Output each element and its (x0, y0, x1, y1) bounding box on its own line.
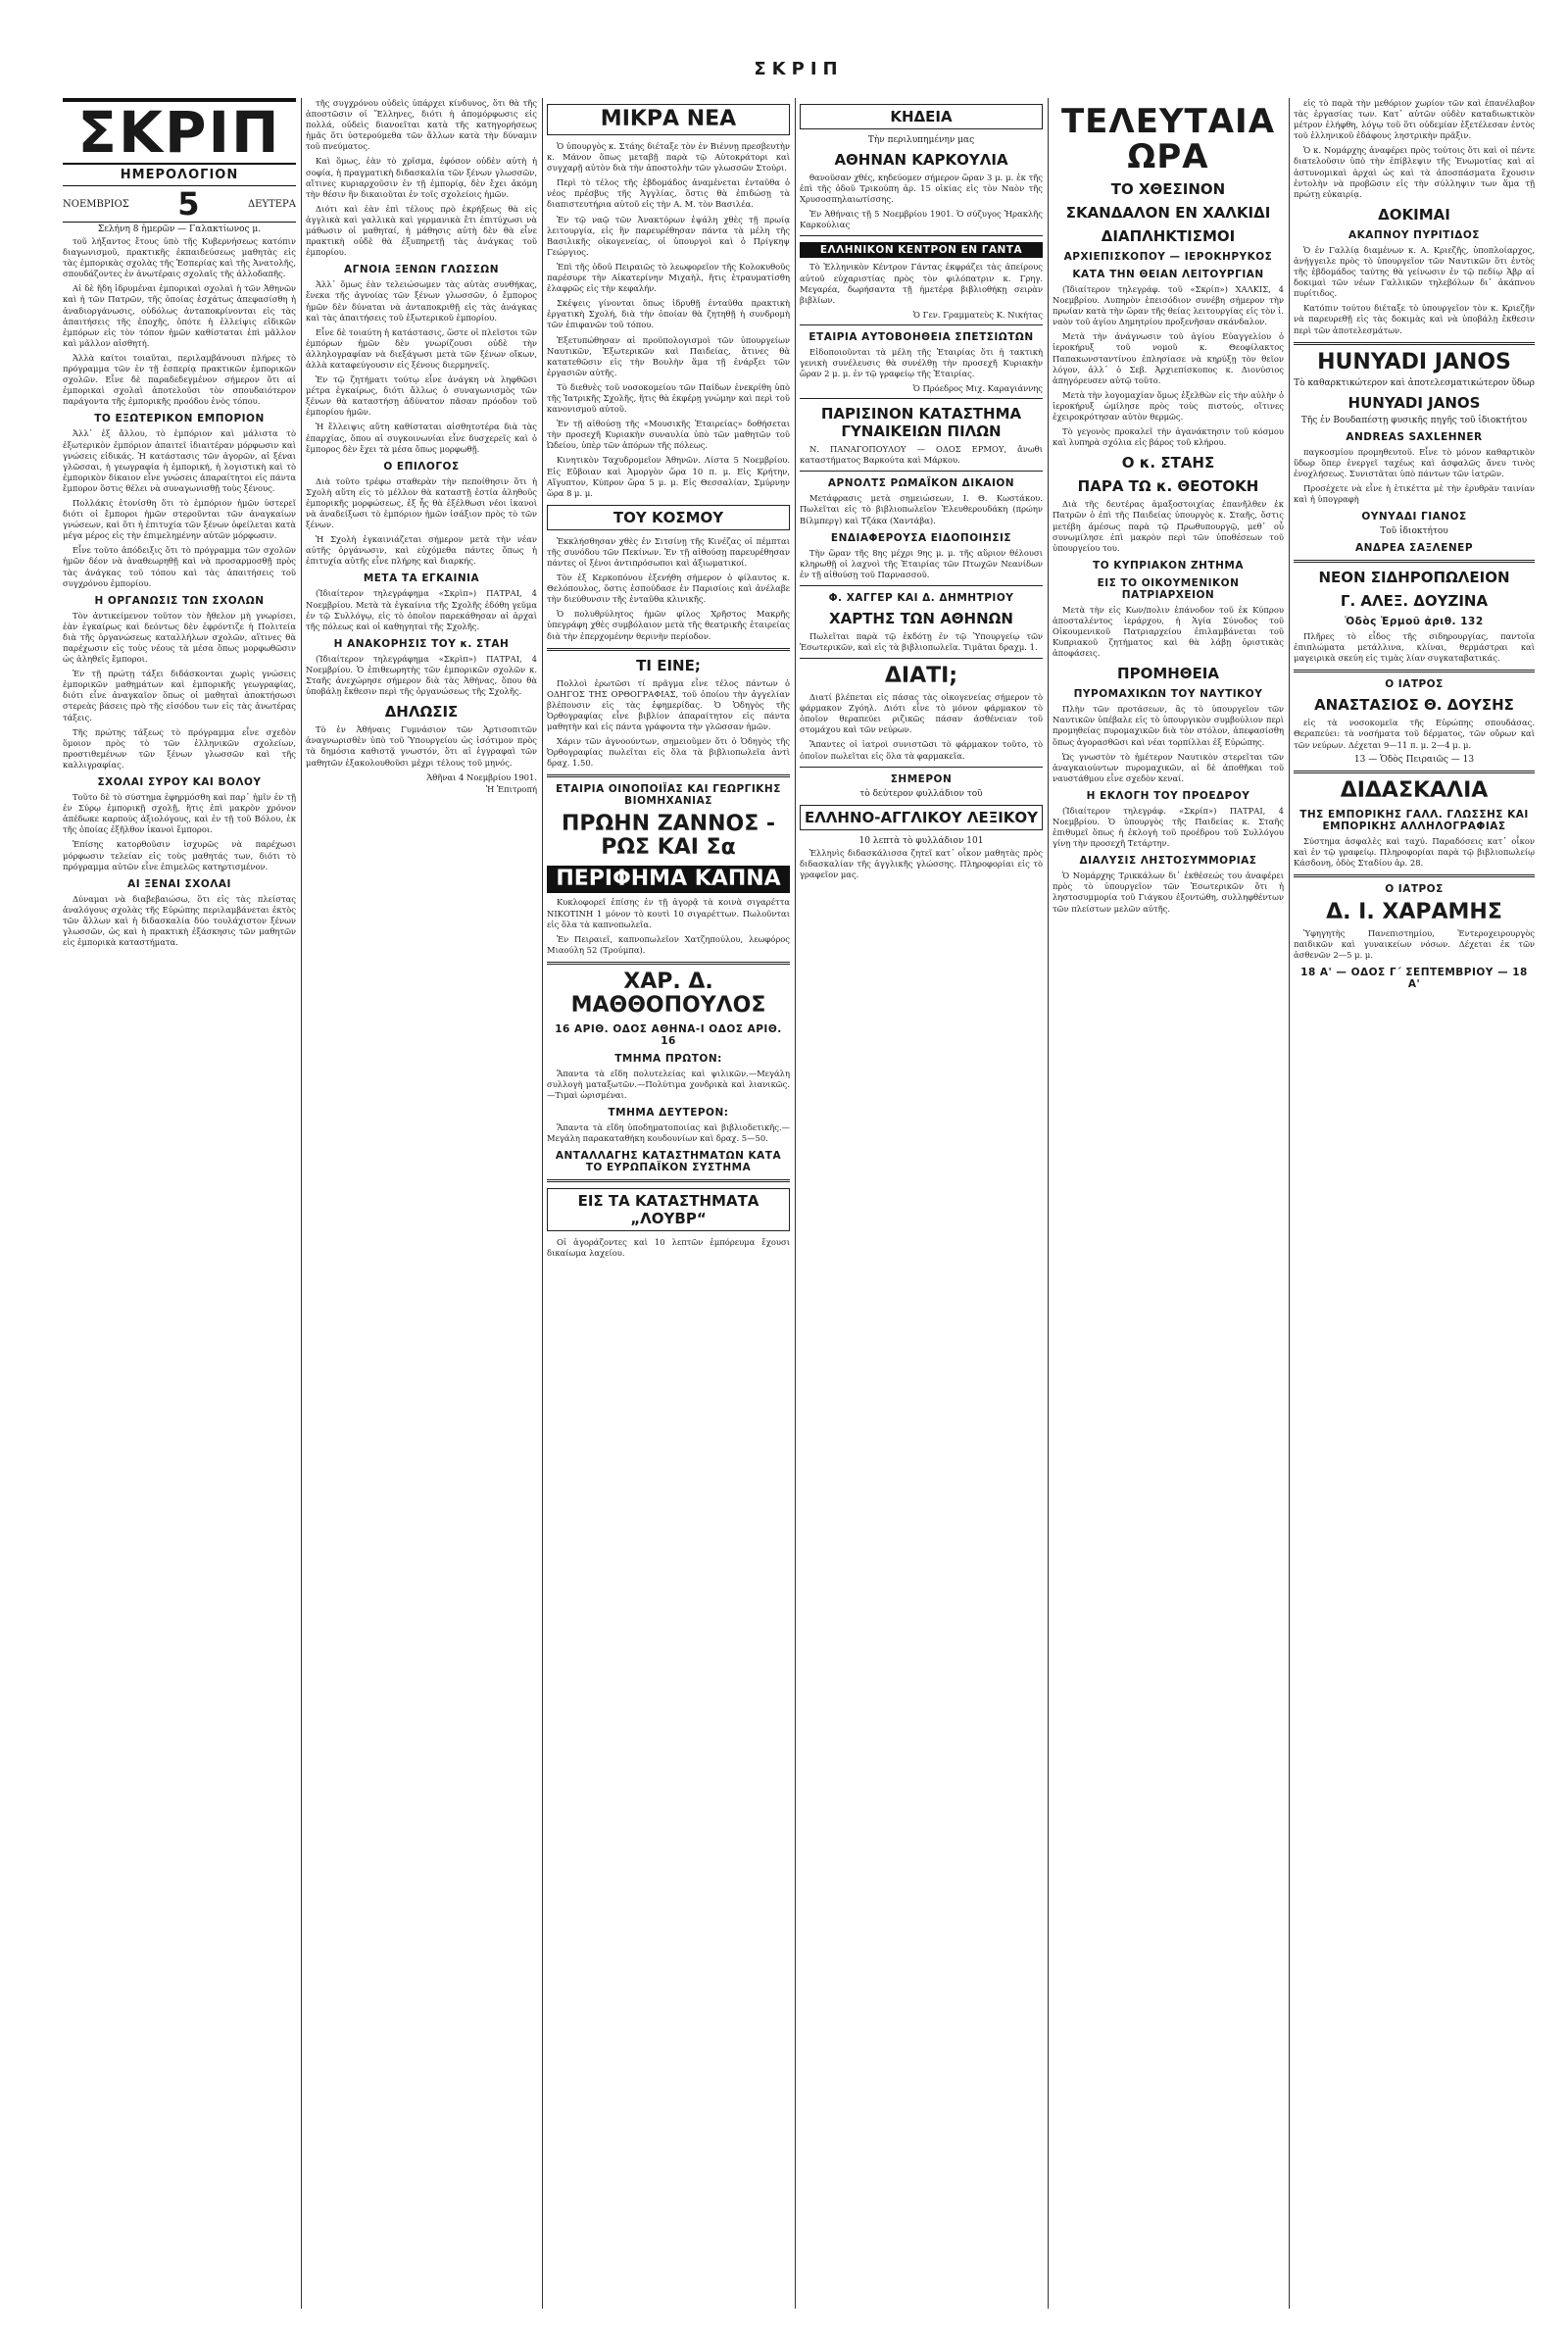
ad-text: Προσέχετε νὰ εἶνε ἡ ἐτικέττα μὲ τὴν ἐρυθρὰν ταινίαν καὶ ἡ ὑπογραφὴ (1294, 482, 1535, 504)
divider (547, 1179, 790, 1182)
divider (547, 648, 790, 651)
ad-heading: Γ. ΑΛΕΞ. ΔΟΥΖΙΝΑ (1340, 592, 1489, 611)
section-heading: ΣΧΟΛΑΙ ΣΥΡΟΥ ΚΑΙ ΒΟΛΟΥ (97, 776, 262, 789)
section-heading: Ο ΕΠΙΛΟΓΟΣ (383, 460, 460, 473)
news-item: Ὁ πολυθρύλητος ἡμῶν φίλος Χρῆστος Μακρῆς ὑπεγράφη χθὲς συμβόλαιον μετὰ τῆς θεατρικῆς ἑταιρείας διὰ τὴν ἐπερχομένην θερινὴν περίοδον. (547, 609, 790, 641)
ad-heading: ΠΕΡΙΦΗΜΑ ΚΑΠΝΑ (547, 866, 790, 893)
article-paragraph: (Ἰδιαίτερον τηλεγράφημα «Σκρὶπ») ΠΑΤΡΑΙ, 4 Νοεμβρίου. Μετὰ τὰ ἐγκαίνια τῆς Σχολῆς ἐδόθη γεῦμα ἐν τῷ Συλλόγῳ, εἰς τὸ ὁποῖον παρεκάθησαν αἱ ἀρχαὶ τῆς πόλεως καὶ οἱ καθηγηταὶ τῆς Σχολῆς. (306, 588, 537, 631)
ad-heading: ΑΝΑΣΤΑΣΙΟΣ Θ. ΔΟΥΣΗΣ (1314, 696, 1514, 715)
ad-text: Πλῆρες τὸ εἶδος τῆς σιδηρουργίας, παντοῖα ἐπιπλώματα μετάλλινα, κλίναι, θερμάστραι καὶ μαγειρικὰ σκεύη εἰς τιμὰς λίαν συγκαταβατικάς. (1294, 631, 1535, 664)
ad-heading: Φ. ΧΑΓΓΕΡ ΚΑΙ Δ. ΔΗΜΗΤΡΙΟΥ (828, 591, 1014, 604)
article-paragraph: Ὁ ἐν Γαλλίᾳ διαμένων κ. Α. Κριεζῆς, ὑποπλοίαρχος, ἀνήγγειλε πρὸς τὸ ὑπουργεῖον τῶν Ναυτικῶν ὅτι ἐντὸς τῆς ἑβδομάδος ταύτης θὰ γείνωσιν ἐν τῷ πεδίῳ Ἀβρ αἱ δοκιμαὶ τῶν νέων Γαλλικῶν τηλεβόλων δι᾽ ἀκάπνου πυρίτιδος. (1294, 244, 1535, 299)
headline: Η ΕΚΛΟΓΗ ΤΟΥ ΠΡΟΕΔΡΟΥ (1086, 789, 1250, 802)
column-1 (63, 98, 296, 2309)
columns (63, 98, 1535, 2314)
article-paragraph: Ἐν τῷ ζητήματι τούτῳ εἶνε ἀνάγκη νὰ ληφθῶσι μέτρα ἐγκαίρως, διότι ἄλλως ὁ συναγωνισμὸς τῶν ξένων θὰ καταστήσῃ ἀδύνατον πᾶσαν πρόοδον τοῦ ἐμπορίου ἡμῶν. (306, 374, 537, 418)
ad-heading: ΔΙΔΑΣΚΑΛΙΑ (1340, 777, 1489, 803)
ad-heading: ΠΑΡΙΣΙΝΟΝ ΚΑΤΑΣΤΗΜΑ ΓΥΝΑΙΚΕΙΩΝ ΠΙΛΩΝ (820, 405, 1022, 441)
news-item: Σκέψεις γίνονται ὅπως ἱδρυθῇ ἐνταῦθα πρακτικὴ ἐργατικὴ Σχολή, διὰ τὴν ὁποίαν θὰ ζητηθῇ ἡ συνδρομὴ τῶν ἐπιφανῶν τοῦ τόπου. (547, 298, 790, 330)
section-heading: ΜΙΚΡΑ ΝΕΑ (547, 104, 790, 135)
ad-heading: Ὁδὸς Ἑρμοῦ ἀριθ. 132 (1345, 616, 1484, 628)
article-paragraph: Πλὴν τῶν προτάσεων, ἃς τὸ ὑπουργεῖον τῶν Ναυτικῶν ὑπέβαλε εἰς τὸ ὑπουργικὸν συμβούλιον περὶ προμηθείας πυρομαχικῶν διὰ τὸν στόλον, ἀπεφασίσθη ὅπως ἀγορασθῶσι καὶ νέαι τορπίλλαι ἐξ Εὐρώπης. (1053, 704, 1284, 747)
ad-text: Μετάφρασις μετὰ σημειώσεων, Ι. Θ. Κωστάκου. Πωλεῖται εἰς τὸ βιβλιοπωλεῖον Ἐλευθερουδάκη (πρώην Βίλμπεργ) καὶ Τζάκα (Χαντάβα). (800, 493, 1043, 525)
news-item: Χάριν τῶν ἀγνοούντων, σημειοῦμεν ὅτι ὁ Ὁδηγὸς τῆς Ὀρθογραφίας πωλεῖται εἰς ὅλα τὰ βιβλιοπωλεῖα ἀντὶ δραχ. 1.50. (547, 736, 790, 769)
section-heading: ΔΗΛΩΣΙΣ (384, 703, 459, 722)
article-paragraph: Κατόπιν τούτου διέταξε τὸ ὑπουργεῖον τὸν κ. Κριεζῆν νὰ παρευρεθῇ εἰς τὰς δοκιμὰς καὶ νὰ ὑποβάλῃ ἔκθεσιν περὶ τῶν ἀποτελεσμάτων. (1294, 303, 1535, 335)
article-paragraph: Τοῦτο δὲ τὸ σύστημα ἐφηρμόσθη καὶ παρ᾽ ἡμῖν ἐν τῇ ἐν Σύρῳ ἐμπορικῇ σχολῇ, ἣτις ἐπὶ μακρὸν χρόνον ἀπέδωκε καρποὺς ἀξιολόγους, καὶ ἐν τῇ τοῦ Βόλου, ἐκ τῆς ὁποίας ἐξῆλθον ἱκανοὶ ἔμποροι. (63, 792, 296, 835)
article-paragraph: Διὰ τοῦτο τρέφω σταθερὰν τὴν πεποίθησιν ὅτι ἡ Σχολὴ αὕτη εἰς τὸ μέλλον θὰ καταστῇ ἐστία ἀληθοῦς ἐμπορικῆς μορφώσεως, ἐξ ἧς θὰ ἐξέλθωσι νέοι ἱκανοὶ νὰ ἀναδείξωσι τὸ ἐμπόριον ἡμῶν ἰσάξιον πρὸς τὸ τῶν ξένων. (306, 475, 537, 530)
ad-text: Διατί βλέπεται εἰς πάσας τὰς οἰκογενείας σήμερον τὸ φάρμακον Ζγόηλ. Διότι εἶνε τὸ μόνον φάρμακον τὸ ὁποῖον θεραπεύει ριζικῶς πάσαν ἀσθένειαν τοῦ στομάχου καὶ τῶν νεύρων. (800, 692, 1043, 735)
section-heading: ΑΓΝΟΙΑ ΞΕΝΩΝ ΓΛΩΣΣΩΝ (344, 264, 499, 276)
headline: ΠΡΟΜΗΘΕΙΑ (1117, 665, 1219, 683)
ad-heading: ΕΛΛΗΝΟ-ΑΓΓΛΙΚΟΥ ΛΕΞΙΚΟΥ (800, 805, 1043, 830)
ad-text: Οἱ ἀγοράζοντες καὶ 10 λεπτῶν ἐμπόρευμα ἔχουσι δικαίωμα λαχείου. (547, 1237, 790, 1259)
column-2 (306, 98, 537, 2309)
ad-heading: 18 Α' — ΟΔΟΣ Γ΄ ΣΕΠΤΕΜΒΡΙΟΥ — 18 Α' (1300, 967, 1528, 991)
signature-name: Ἡ Ἐπιτροπή (485, 783, 537, 794)
news-item: Ὁ ὑπουργὸς κ. Στάης διέταξε τὸν ἐν Βιέννῃ πρεσβευτὴν κ. Μάνον ὅπως μεταβῇ παρὰ τῷ Αὐτοκράτορι καὶ συγχαρῇ αὐτὸν διὰ τὴν ἀποστολὴν τῶν γλωσσῶν Στούρι. (547, 141, 790, 174)
divider (547, 962, 790, 965)
ad-heading: HUNYADI JANOS (1317, 349, 1511, 374)
article-paragraph: Μετὰ τὴν λογομαχίαν ὅμως ἐξελθὼν εἰς τὴν αὐλὴν ὁ ἱεροκήρυξ ὡμίλησε πρὸς τοὺς πιστούς, οἵτινες ἐχειροκρότησαν αὐτὸν θερμῶς. (1053, 389, 1284, 423)
headline: ΚΑΤΑ ΤΗΝ ΘΕΙΑΝ ΛΕΙΤΟΥΡΓΙΑΝ (1072, 269, 1264, 280)
section-heading: ΤΕΛΕΥΤΑΙΑ ΩΡΑ (1060, 102, 1276, 176)
divider (1294, 342, 1535, 345)
ad-heading: ΕΤΑΙΡΙΑ ΟΙΝΟΠΟΙΪΑΣ ΚΑΙ ΓΕΩΡΓΙΚΗΣ ΒΙΟΜΗΧΑΝΙΑΣ (556, 783, 781, 808)
news-item: Ἐξετυπώθησαν αἱ προϋπολογισμοὶ τῶν ὑπουργείων Ναυτικῶν, Ἐξωτερικῶν καὶ Παιδείας, ἅτινες θὰ κατατεθῶσιν εἰς τὴν Βουλὴν ἅμα τῇ ἐνάρξει τῶν ἐργασιῶν αὐτῆς. (547, 334, 790, 377)
article-paragraph: Μετὰ τὴν ἀνάγνωσιν τοῦ ἁγίου Εὐαγγελίου ὁ ἱεροκήρυξ τοῦ νομοῦ κ. Θεοφίλακτος Παπακωνσταντίνου ἐπλησίασε νὰ κηρύξῃ τὸν θεῖον λόγον, ἀλλ᾽ ὁ Σεβ. Ἀρχιεπίσκοπος κ. Διονύσιος ἀπηγόρευσεν αὐτῷ τοῦτο. (1053, 331, 1284, 385)
article-paragraph: Αἱ δὲ ἤδη ἱδρυμέναι ἐμπορικαὶ σχολαὶ ἡ τῶν Ἀθηνῶν καὶ ἡ τῶν Πατρῶν, τῆς ὁποίας ἐσχάτως ἀπεφασίσθη ἡ ἀναδιοργάνωσις, οὐδόλως ἀνταποκρίνονται εἰς τὰς ἀπαιτήσεις τῆς ἐποχῆς, ὁπότε ἡ ἐλλείψις εἰδικῶν ἐμπόρων εἰς τὸν τόπον ἡμῶν καθίσταται ἐπὶ μᾶλλον καὶ μᾶλλον αἰσθητή. (63, 283, 296, 348)
headline: ΠΑΡΑ ΤΩ κ. ΘΕΟΤΟΚΗ (1077, 477, 1259, 496)
notice-text: θανοῦσαν χθές, κηδεύομεν σήμερον ὥραν 3 μ. μ. ἐκ τῆς ἐπὶ τῆς ὁδοῦ Τρικούπη ἀρ. 15 οἰκίας εἰς τὸν Ναὸν τῆς Χρυσοσπηλαιωτίσσης. (800, 173, 1043, 205)
news-item: Ἐπὶ τῆς ὁδοῦ Πειραιῶς τὸ λεωφορεῖον τῆς Κολοκυθοῦς παρέσυρε τὴν Αἰκατερίνην Μιχαὴλ, ἥτις ἐτραυματίσθη ἐλαφρῶς εἰς τὴν κεφαλήν. (547, 261, 790, 294)
masthead (63, 98, 296, 234)
ad-heading: ΑΝΤΑΛΛΑΓΗΣ ΚΑΤΑΣΤΗΜΑΤΩΝ ΚΑΤΑ ΤΟ ΕΥΡΩΠΑΪΚΟΝ ΣΥΣΤΗΜΑ (555, 1150, 782, 1174)
headline: ΑΡΧΙΕΠΙΣΚΟΠΟΥ — ΙΕΡΟΚΗΡΥΚΟΣ (1063, 251, 1273, 263)
ad-text: Κυκλοφορεῖ ἐπίσης ἐν τῇ ἀγορᾷ τὰ κοινὰ σιγαρέττα ΝΙΚΟΤΙΝΗ 1 μόνον τὸ κουτὶ 10 σιγαρέττων. Πωλοῦνται εἰς ὅλα τὰ καπνοπωλεῖα. (547, 897, 790, 929)
section-heading: ΣΗΜΕΡΟΝ (890, 772, 953, 785)
news-item: Κινητικὸν Ταχυδρομεῖον Ἀθηνῶν. Λίστα 5 Νοεμβρίου. Εἰς Εὔβοιαν καὶ Ἀμοργὸν ὥρα 10 π. μ. Εἰς Κρήτην, Αἴγυπτον, Κύπρον ὥρα 5 μ. μ. Εἰς Θεσσαλίαν, Σμύρνην ὥρα 8 μ. μ. (547, 455, 790, 498)
headline: ΣΚΑΝΔΑΛΟΝ ΕΝ ΧΑΛΚΙΔΙ (1065, 204, 1271, 222)
article-paragraph: Εἶνε τοῦτο ἀπόδειξις ὅτι τὸ πρόγραμμα τῶν σχολῶν ἡμῶν δέον νὰ ἀναθεωρηθῇ καὶ νὰ προσαρμοσθῇ πρὸς τὰς ἀνάγκας τοῦ τόπου καὶ τὰς ἀπαιτήσεις τοῦ συγχρόνου ἐμπορίου. (63, 545, 296, 588)
ad-heading: ΑΝΔΡΕΑ ΣΑΞΛΕΝΕΡ (1354, 542, 1474, 555)
masthead-title: ΣΚΡΙΠ (63, 98, 296, 165)
section-heading: ΕΝΔΙΑΦΕΡΟΥΣΑ ΕΙΔΟΠΟΙΗΣΙΣ (830, 531, 1012, 544)
article-paragraph: Ἀλλ᾽ ὅμως ἐὰν τελειώσωμεν τὰς αὐτὰς συνθήκας, ἔνεκα τῆς ἀγνοίας τῶν ξένων γλωσσῶν, ὁ ἔμπορος ἡμῶν δὲν δύναται νὰ ἀνταποκριθῇ εἰς τὰς ἀνάγκας καὶ τὰς ἀπαιτήσεις τοῦ ἐξωτερικοῦ ἐμπορίου. (306, 279, 537, 323)
section-heading: ΤΟΥ ΚΟΣΜΟΥ (547, 505, 790, 530)
notice-name: ΑΘΗΝΑΝ ΚΑΡΚΟΥΛΙΑ (834, 151, 1008, 169)
ad-heading: ΤΗΣ ΕΜΠΟΡΙΚΗΣ ΓΑΛΛ. ΓΛΩΣΣΗΣ ΚΑΙ ΕΜΠΟΡΙΚΗΣ ΑΛΛΗΛΟΓΡΑΦΙΑΣ (1299, 808, 1529, 832)
ad-heading: ΧΑΡΤΗΣ ΤΩΝ ΑΘΗΝΩΝ (829, 609, 1013, 627)
section-heading: ΤΙ ΕΙΝΕ; (636, 656, 701, 674)
article-paragraph: Ἀλλ᾽ ἐξ ἄλλου, τὸ ἐμπόριον καὶ μάλιστα τὸ ἐξωτερικὸν ἐμπόριον ἀπαιτεῖ ἰδιαιτέραν μόρφωσιν καὶ γνώσεις εἰδικάς. Ἡ κατάστασις τῶν ἀγορῶν, αἱ ξέναι γλῶσσαι, ἡ γεωγραφία ἡ ἐμπορική, ἡ λογιστικὴ καὶ τὸ ἐμπορικὸν δίκαιον εἶνε γνώσεις ἀπαραίτητοι εἰς πάντα ἔμπορον ὅστις θέλει νὰ συναγωνισθῇ τοὺς ξένους. (63, 428, 296, 493)
headline: Ο κ. ΣΤΑΗΣ (1121, 454, 1215, 473)
news-item: Ἐκκλήσθησαν χθὲς ἐν Σιτσίνῃ τῆς Κινέζας οἱ πέμπται τῆς συνόδου τῶν Πεκίνων. Ἐν τῇ αἰθούσῃ παρευρέθησαν πάντες οἱ ξένοι ἀντιπρόσωποι καὶ ἀξιωματικοί. (547, 535, 790, 568)
signature-name: Ὁ Πρόεδρος Μιχ. Καραγιάννης (912, 383, 1043, 394)
divider (800, 398, 1043, 399)
headline: ΠΥΡΟΜΑΧΙΚΩΝ ΤΟΥ ΝΑΥΤΙΚΟΥ (1073, 688, 1263, 701)
ad-text: Ἅπαντες οἱ ἰατροὶ συνιστῶσι τὸ φάρμακον τοῦτο, τὸ ὁποῖον πωλεῖται εἰς ὅλα τὰ φαρμακεῖα. (800, 739, 1043, 761)
ad-heading: ΧΑΡ. Δ. ΜΑΘΘΟΠΟΥΛΟΣ (570, 969, 766, 1018)
section-heading: Η ΑΝΑΚΟΡΗΣΙΣ ΤΟΥ κ. ΣΤΑΗ (333, 637, 510, 650)
divider (800, 471, 1043, 472)
article-paragraph: Διότι καὶ ἐὰν ἐπὶ τέλους πρὸ ἐκρήξεως θὰ εἰς ἀγγλικὰ καὶ γαλλικὰ καὶ γερμανικὰ ἔτι ἐπιτύχωσι νὰ μάθωσιν οἱ μαθηταί, ἡ μάθησις αὐτὴ δὲν θὰ εἶνε πρακτικὴ οὐδὲ θὰ ἐξυπηρετῇ τὰς ἀνάγκας τοῦ ἐμπορίου. (306, 203, 537, 258)
news-item: Ἐν τῷ ναῷ τῶν Ἀνακτόρων ἐψάλη χθὲς τῇ πρωίᾳ λειτουργία, εἰς ἣν παρευρέθησαν πάντα τὰ μέλη τῆς Βασιλικῆς οἰκογενείας, οἱ ὑπουργοὶ καὶ ὁ Πρίγκηψ Γεώργιος. (547, 214, 790, 257)
ad-text: 13 — Ὁδὸς Πειραιῶς — 13 (1353, 754, 1475, 765)
ad-heading: ΑΡΝΟΛΤΣ ΡΩΜΑΪΚΟΝ ΔΙΚΑΙΟΝ (827, 477, 1015, 490)
article-paragraph: Εἶνε δὲ τοιαύτη ἡ κατάστασις, ὥστε οἱ πλεῖστοι τῶν ἐμπόρων ἡμῶν δὲν γνωρίζουσι οὐδὲ τὴν ἀλληλογραφίαν νὰ διεξάγωσι μετὰ τῶν ξένων οἴκων, ἀλλὰ καταφεύγουσιν εἰς ξένους διερμηνεῖς. (306, 326, 537, 370)
date-number: 5 (177, 185, 200, 223)
ad-text: παγκοσμίου προμηθευτοῦ. Εἶνε τὸ μόνον καθαρτικὸν ὕδωρ ὅπερ ἐνεργεῖ ταχέως καὶ ἀσφαλῶς ἄνευ τινὸς ἐνοχλήσεως. Συνιστᾶται ὑπὸ πάντων τῶν ἰατρῶν. (1294, 446, 1535, 478)
article-paragraph: Ὁ κ. Νομάρχης ἀναφέρει πρὸς τούτοις ὅτι καὶ οἱ πέντε διατελοῦσιν ὑπὸ τὴν ἐπίβλεψιν τῆς Ἐνωμοτίας καὶ αἱ ἀστυνομικαὶ ἀρχαὶ ὡς καὶ τὰ ἀποσπάσματα ἔχουσιν ἐντολὴν νὰ προβῶσιν εἰς τὴν σύλληψιν των ἅμα τῇ πρώτῃ εὐκαιρίᾳ. (1294, 145, 1535, 199)
article-paragraph: (Ἰδιαίτερον τηλεγράφ. τοῦ «Σκρίπ») ΧΑΛΚΙΣ, 4 Νοεμβρίου. Λυπηρὸν ἐπεισόδιον συνέβη σήμερον τὴν πρωίαν κατὰ τὴν ὥραν τῆς θείας λειτουργίας εἰς τὸν ἱ. ναὸν τοῦ ἁγίου Δημητρίου προξενῆσαν σκάνδαλον. (1053, 284, 1284, 327)
headline: ΕΙΣ ΤΟ ΟΙΚΟΥΜΕΝΙΚΟΝ ΠΑΤΡΙΑΡΧΕΙΟΝ (1097, 576, 1240, 601)
section-heading: ΑΙ ΞΕΝΑΙ ΣΧΟΛΑΙ (127, 877, 231, 890)
column-rule (1048, 98, 1049, 2309)
ad-text: Ἅπαντα τὰ εἴδη πολυτελείας καὶ ψιλικῶν.—Μεγάλη συλλογὴ ματαξωτῶν.—Πολύτιμα χονδρικὰ καὶ λιανικῶς.—Τιμαὶ ὡρισμέναι. (547, 1068, 790, 1101)
ad-heading: ΔΙΑΤΙ; (884, 664, 958, 689)
article-paragraph: (Ἰδιαίτερον τηλεγράφημα «Σκρὶπ») ΠΑΤΡΑΙ, 4 Νοεμβρίου. Ὁ ἐπιθεωρητὴς τῶν ἐμπορικῶν σχολῶν κ. Σταῆς ἀνεχώρησε σήμερον διὰ τὰς Ἀθήνας, ὅπου θὰ ὑποβάλῃ ἔκθεσιν περὶ τῆς ὀργανώσεως τῆς Σχολῆς. (306, 653, 537, 697)
headline: ΔΙΑΠΛΗΚΤΙΣΜΟΙ (1101, 227, 1236, 245)
column-3 (547, 98, 790, 2309)
ad-text: Ἐν Πειραιεῖ, καπνοπωλεῖον Χατζηπούλου, λεωφόρος Μιαούλη 52 (Τρούμπα). (547, 933, 790, 955)
news-item: Περὶ τὸ τέλος τῆς ἑβδομάδος ἀναμένεται ἐνταῦθα ὁ νέος πρέσβυς τῆς Ἀγγλίας, ὅστις θὰ ἐπιδώσῃ τὰ διαπιστευτήρια αὐτοῦ εἰς τὴν Α. Μ. τὸν Βασιλέα. (547, 177, 790, 210)
article-paragraph: Ἐν τῇ πρώτῃ τάξει διδάσκονται χωρὶς γνώσεις ἐμπορικῶν μαθημάτων καὶ ἐμπορικῆς γεωγραφίας, διότι εἶνε ἀναγκαῖον ὅπως οἱ μαθηταὶ ἀποκτήσωσι στερεὰς βάσεις πρὸ τῆς εἰσόδου των εἰς τὰς ἀνωτέρας τάξεις. (63, 669, 296, 722)
ad-text: εἰς τὰ νοσοκομεῖα τῆς Εὐρώπης σπουδάσας. Θεραπεύει: τὰ νοσήματα τοῦ δέρματος, τῶν οὔρων καὶ τῶν νεύρων. Δέχεται 9—11 π. μ. 2—4 μ. μ. (1294, 718, 1535, 750)
article-paragraph: Πολλάκις ἐτονίσθη ὅτι τὸ ἐμπόριον ἡμῶν ὑστερεῖ διότι οἱ ἔμποροι ἡμῶν στεροῦνται τῶν ἀναγκαίων γνώσεων, καὶ ὅτι ἡ ἐπιτυχία τῶν ξένων ὀφείλεται κατὰ μέγα μέρος εἰς τὴν ἐπιμελημένην αὐτῶν μόρφωσιν. (63, 497, 296, 541)
divider (800, 658, 1043, 659)
section-heading: ΕΛΛΗΝΙΚΟΝ ΚΕΝΤΡΟΝ ΕΝ ΓΑΝΤΑ (800, 242, 1043, 258)
article-paragraph: εἰς τὸ παρὰ τὴν μεθόριον χωρίον τῶν καὶ ἐπανέλαβον τὰς ἐργασίας των. Κατ᾽ αὐτῶν οὐδὲν καταδιωκτικὸν μέτρον ἐλήφθη, λόγῳ τοῦ ὅτι οὐδεμίαν ἐξετέλεσαν ἐντὸς τοῦ ἑλληνικοῦ ἐδάφους ληστρικὴν πρᾶξιν. (1294, 98, 1535, 141)
news-item: Τὸ διεθνὲς τοῦ νοσοκομείου τῶν Παίδων ἐνεκρίθη ὑπὸ τῆς Ἰατρικῆς Σχολῆς, ἥτις θὰ ἐκφέρῃ γνώμην καὶ περὶ τοῦ κανονισμοῦ αὐτοῦ. (547, 381, 790, 415)
divider (800, 324, 1043, 325)
section-heading: ΚΗΔΕΙΑ (800, 104, 1043, 129)
article-paragraph: Τὸ γεγονὸς προκαλεῖ τὴν ἀγανάκτησιν τοῦ κόσμου καὶ λυπηρὰ σχόλια εἰς βάρος τοῦ κλήρου. (1053, 426, 1284, 448)
headline: ΔΟΚΙΜΑΙ (1378, 205, 1450, 224)
masthead-subtitle: ΗΜΕΡΟΛΟΓΙΟΝ (120, 168, 239, 182)
ad-heading: ΕΙΣ ΤΑ ΚΑΤΑΣΤΗΜΑΤΑ „ΛΟΥΒΡ“ (547, 1188, 790, 1231)
divider (1294, 560, 1535, 563)
masthead-moon: Σελήνη 8 ἡμερῶν — Γαλακτίωνος μ. (97, 224, 262, 234)
signature-name: Ὁ Γεν. Γραμματεὺς Κ. Νικήτας (912, 309, 1043, 320)
notice-text: Τὴν ὥραν τῆς 8ης μέχρι 9ης μ. μ. τῆς αὔριον θέλουσι κληρωθῇ οἱ λαχνοὶ τῆς Ἑταιρίας τῶν Πτωχῶν Νεανίδων ἐν τῇ αἰθούσῃ τοῦ Παρνασσοῦ. (800, 547, 1043, 579)
article-paragraph: Ὁ Νομάρχης Τρικκάλων δι᾽ ἐκθέσεώς του ἀναφέρει πρὸς τὸ ὑπουργεῖον τῶν Ἐσωτερικῶν ὅτι ἡ ληστοσυμμορία τοῦ Γιάγκου ἐξοντώθη, συλληφθέντων τῶν πλείστων μελῶν αὐτῆς. (1053, 871, 1284, 914)
ad-text: Ὑφηγητὴς Πανεπιστημίου, Ἐντεροχειρουργὸς παιδικῶν καὶ γυναικείων νόσων. Δέχεται ἐκ τῶν ἀσθενῶν 2—5 μ. μ. (1294, 927, 1535, 961)
ad-text: Ἅπαντα τὰ εἴδη ὑποδηματοποιίας καὶ βιβλιοδετικῆς.—Μεγάλη παρακαταθήκη κουδουνίων καὶ δραχ. 5—50. (547, 1122, 790, 1144)
divider (1294, 771, 1535, 773)
headline: ΤΟ ΧΘΕΣΙΝΟΝ (1110, 180, 1226, 198)
article-paragraph: τῆς συγχρόνου οὐδεὶς ὑπάρχει κίνδυνος, ὅτι θὰ τῆς ἀποστῶσιν οἱ Ἕλληνες, διότι ἡ ἀπομόρφωσις εἰς πολλά, οὐδεὶς διανοεῖται κατὰ τῆς κατηγορήσεως ἡμᾶς ὅτι ὑστερούμεθα τῶν ἄλλων κατὰ τὴν δύναμιν τοῦ πνεύματος. (306, 98, 537, 152)
news-item: Τὸν ἐξ Κερκοπόνου ἐξενήθη σήμερον ὁ φίλαυτος κ. Θελόπουλος, ὅστις ἐσπούδασε ἐν Παρισίοις καὶ ἀνέλαβε τὴν διεύθυνσιν τῆς ἐνταῦθα κλινικῆς. (547, 572, 790, 605)
article-paragraph: Ἡ Σχολὴ ἐγκαινιάζεται σήμερον μετὰ τὴν νέαν αὐτῆς ὀργάνωσιν, καὶ εὐχόμεθα πάντες ὅπως ἡ ἐπιτυχία αὐτῆς εἶνε πλήρης καὶ διαρκής. (306, 534, 537, 567)
notice-text: Εἰδοποιοῦνται τὰ μέλη τῆς Ἑταιρίας ὅτι ἡ τακτικὴ γενικὴ συνέλευσις θὰ συνέλθῃ τὴν προσεχῆ Κυριακὴν ὥραν 2 μ. μ. ἐν τῷ γραφείῳ τῆς Ἑταιρίας. (800, 346, 1043, 379)
section-heading: ΤΟ ΕΞΩΤΕΡΙΚΟΝ ΕΜΠΟΡΙΟΝ (94, 413, 265, 425)
column-4 (800, 98, 1043, 2309)
ad-heading: ANDREAS SAXLEHNER (1346, 430, 1483, 443)
ad-text: τὸ δεύτερον φυλλάδιον τοῦ (859, 788, 983, 799)
ad-text: Ν. ΠΑΝΑΓΟΠΟΥΛΟΥ — ΟΔΟΣ ΕΡΜΟΥ, ἄνωθι καταστήματος Βαρκούτα καὶ Μάρκου. (800, 444, 1043, 466)
divider (547, 774, 790, 777)
headline: ΔΙΑΛΥΣΙΣ ΛΗΣΤΟΣΥΜΜΟΡΙΑΣ (1079, 855, 1257, 868)
notice-text: Τὸ Ἑλληνικὸν Κέντρον Γάντας ἐκφράζει τὰς ἀπείρους αὐτοῦ εὐχαριστίας πρὸς τὸν φιλόπατριν κ. Γρηγ. Μεγαρέα, δωρήσαντα τῇ ἡμετέρᾳ βιβλιοθήκῃ σειρὰν βιβλίων. (800, 262, 1043, 305)
running-head: ΣΚΡΙΠ (754, 59, 844, 79)
ad-text: 10 λεπτὰ τὸ φυλλάδιον 101 (858, 835, 984, 846)
column-rule (795, 98, 796, 2309)
article-paragraph: Τὸν ἀντικείμενον τοῦτον τὸν ἤθελον μὴ γνωρίσει, ἐὰν ἐγκαίρως καὶ δεόντως δὲν ἐφρόντιζε ἡ Πολιτεία διὰ τῆς ὀργανώσεως καταλλήλων σχολῶν, αἵτινες θὰ παρέχωσιν εἰς τοὺς νέους τὰ μέσα ὅπως μορφωθῶσιν ὡς ἀληθεῖς ἔμποροι. (63, 610, 296, 665)
article-paragraph: Τῆς πρώτης τάξεως τὸ πρόγραμμα εἶνε σχεδὸν ὅμοιον πρὸς τὸ τῶν ἑλληνικῶν σχολείων, προστιθεμένων τῶν ξένων γλωσσῶν καὶ τῆς καλλιγραφίας. (63, 726, 296, 770)
article-paragraph: Τὸ ἐν Ἀθήναις Γυμνάσιον τῶν Ἀρτισοπιτῶν ἀναγνωρισθὲν ὑπὸ τοῦ Ὑπουργείου ὡς ἰσότιμον πρὸς τὰ δημόσια καθιστᾷ γνωστόν, ὅτι αἱ ἐγγραφαὶ τῶν μαθητῶν ἐξακολουθοῦσι μέχρι τέλους τοῦ μηνός. (306, 724, 537, 768)
ad-heading: ΟΥΝΥΑΔΙ ΓΙΑΝΟΣ (1361, 511, 1467, 523)
headline: ΤΟ ΚΥΠΡΙΑΚΟΝ ΖΗΤΗΜΑ (1093, 559, 1244, 572)
section-heading: ΕΤΑΙΡΙΑ ΑΥΤΟΒΟΗΘΕΙΑ ΣΠΕΤΣΙΩΤΩΝ (808, 330, 1034, 343)
article-paragraph: Ἡ ἔλλειψις αὕτη καθίσταται αἰσθητοτέρα διὰ τὰς ἐπαρχίας, ὅπου αἱ συγκοινωνίαι εἶνε δυσχερεῖς καὶ ὁ ἔμπορος δὲν ἔχει τὰ μέσα ὅπως μορφωθῇ. (306, 422, 537, 454)
article-paragraph: (Ἰδιαίτερον τηλεγράφ. «Σκρίπ») ΠΑΤΡΑΙ, 4 Νοεμβρίου. Ὁ ὑπουργὸς τῆς Παιδείας κ. Σταῆς ἐπιθυμεῖ ὅπως ἡ ἐκλογὴ τοῦ προέδρου τοῦ Συλλόγου γίνῃ τὴν προσεχῆ Τετάρτην. (1053, 805, 1284, 849)
article-paragraph: Ἀλλὰ καίτοι τοιαῦται, περιλαμβάνουσι πλήρες τὸ πρόγραμμα τῶν ἐν τῇ ἑσπερίᾳ πρακτικῶν ἐμπορικῶν σχολῶν. Εἶνε δὲ παραδεδεγμένον σήμερον ὅτι αἱ ἐμπορικαὶ σχολαὶ ἀποτελοῦσι τὸν σπουδαιότερον παράγοντα τῆς ἐμπορικῆς προόδου ἑνὸς τόπου. (63, 352, 296, 407)
ad-text: Τοῦ ἰδιοκτήτου (1380, 526, 1448, 537)
ad-heading: Δ. Ι. ΧΑΡΑΜΗΣ (1326, 899, 1502, 924)
divider (1294, 874, 1535, 877)
section-heading: Η ΟΡΓΑΝΩΣΙΣ ΤΩΝ ΣΧΟΛΩΝ (94, 594, 265, 607)
column-rule (1289, 98, 1290, 2309)
article-paragraph: Μετὰ τὴν εἰς Κων/πολιν ἐπάνοδον τοῦ ἐκ Κύπρου ἀποσταλέντος ἱεράρχου, ἡ Ἁγία Σύνοδος τοῦ Οἰκουμενικοῦ Πατριαρχείου ἐπιλαμβάνεται τοῦ Κυπριακοῦ ζητήματος καὶ θὰ λάβῃ ὁριστικὰς ἀποφάσεις. (1053, 604, 1284, 659)
article-paragraph: Ὡς γνωστὸν τὸ ἡμέτερον Ναυτικὸν στερεῖται τῶν ἀναγκαιούντων πυρομαχικῶν, αἱ δὲ ἀποθῆκαι τοῦ ναυστάθμου εἶνε σχεδὸν κεναί. (1053, 751, 1284, 783)
notice-text: Τὴν περιλυπημένην μας (867, 135, 975, 145)
divider (800, 235, 1043, 236)
article-paragraph: Δύναμαι νὰ διαβεβαιώσω, ὅτι εἰς τὰς πλείστας ἀναλόγους σχολὰς τῆς Εὐρώπης περιλαμβάνεται ἐκτὸς τῶν ἄλλων καὶ ἡ διδασκαλία δύο τουλάχιστον ξένων γλωσσῶν, ὡς καὶ ἡ πρακτικὴ ἐξάσκησις τῶν μαθητῶν εἰς ἐμπορικὰ καταστήματα. (63, 893, 296, 948)
ad-heading: ΤΜΗΜΑ ΠΡΩΤΟΝ: (614, 1052, 722, 1065)
notice-text: Ἐν Ἀθήναις τῇ 5 Νοεμβρίου 1901. Ὁ σύζυγος Ἡρακλῆς Καρκούλιας (800, 209, 1043, 230)
divider (800, 585, 1043, 586)
column-6 (1294, 98, 1535, 2309)
ad-heading: Ο ΙΑΤΡΟΣ (1385, 882, 1444, 895)
column-5 (1053, 98, 1284, 2309)
newspaper-page (63, 59, 1535, 2318)
news-item: Πολλοὶ ἐρωτῶσι τί πρᾶγμα εἶνε τέλος πάντων ὁ ΟΔΗΓΟΣ ΤΗΣ ΟΡΘΟΓΡΑΦΙΑΣ, τοῦ ὁποίου τὴν ἀγγελίαν βλέπουσιν εἰς τὰς ἐφημερίδας. Ὁ Ὁδηγὸς τῆς Ὀρθογραφίας εἶνε βιβλίον ἀπαραίτητον εἰς πάντα μαθητὴν καὶ εἰς πάντα γράφοντα τὴν γλῶσσαν ἡμῶν. (547, 677, 790, 732)
ad-text: Ἑλληνὶς διδασκάλισσα ζητεῖ κατ᾽ οἶκον μαθητὰς πρὸς διδασκαλίαν τῆς ἀγγλικῆς γλώσσης. Πληροφορίαι εἰς τὸ γραφεῖον μας. (800, 847, 1043, 879)
article-paragraph: Ἐπίσης κατορθοῦσιν ἰσχυρῶς νὰ παρέχωσι μόρφωσιν τελείαν εἰς τοὺς μαθητάς των, διότι τὸ πρόγραμμα αὐτῶν εἶνε ἐπιμελῶς κατηρτισμένον. (63, 839, 296, 871)
section-heading: ΜΕΤΑ ΤΑ ΕΓΚΑΙΝΙΑ (363, 572, 480, 585)
column-rule (301, 98, 302, 2309)
headline: ΑΚΑΠΝΟΥ ΠΥΡΙΤΙΔΟΣ (1348, 228, 1480, 241)
ad-heading: ΝΕΟΝ ΣΙΔΗΡΟΠΩΛΕΙΟΝ (1318, 569, 1510, 587)
ad-text: Πωλεῖται παρὰ τῷ ἐκδότῃ ἐν τῷ Ὑπουργείῳ τῶν Ἐσωτερικῶν, καὶ εἰς τὰ βιβλιοπωλεῖα. Τιμᾶται δραχμ. 1. (800, 630, 1043, 652)
ad-heading: ΠΡΩΗΝ ΖΑΝΝΟΣ - ΡΩΣ ΚΑΙ Σα (561, 812, 776, 861)
divider (800, 767, 1043, 768)
ad-heading: ΤΜΗΜΑ ΔΕΥΤΕΡΟΝ: (608, 1107, 729, 1120)
news-item: Ἐν τῇ αἰθούσῃ τῆς «Μουσικῆς Ἑταιρείας» δοθήσεται τὴν προσεχῆ Κυριακὴν συναυλία ὑπὸ τῶν μαθητῶν τοῦ Ὠδείου, ὑπὲρ τῶν ἀπόρων τῆς πόλεως. (547, 419, 790, 451)
ad-text: Τῆς ἐν Βουδαπέστῃ φυσικῆς πηγῆς τοῦ ἰδιοκτήτου (1300, 415, 1528, 425)
divider (1294, 670, 1535, 672)
article-paragraph: τοῦ λήξαντος ἔτους ὑπὸ τῆς Κυβερνήσεως κατόπιν διαγωνισμοῦ, πρακτικῆς ἐκπαιδεύσεως μαθητὰς εἰς τὰς ἐμπορικὰς σχολὰς τῆς Ἑσπερίας καὶ τῆς Ἀνατολῆς, σπουδάζοντες ἐν ἀνωτέραις σχολαῖς τῆς ἀλλοδαπῆς. (63, 236, 296, 279)
date-month: ΝΟΕΜΒΡΙΟΣ (63, 198, 129, 210)
masthead-date (63, 185, 296, 223)
date-weekday: ΔΕΥΤΕΡΑ (247, 198, 296, 210)
article-paragraph: Διὰ τῆς δευτέρας ἀμαξοστοιχίας ἐπανῆλθεν ἐκ Πατρῶν ὁ ἐπὶ τῆς Παιδείας ὑπουργὸς κ. Σταῆς, ὅστις μετέβη ἀμέσως παρὰ τῷ Πρωθυπουργῷ, μεθ᾽ οὗ συνωμίλησε ἐπὶ μακρὸν περὶ τῶν ὑποθέσεων τοῦ ὑπουργείου του. (1053, 499, 1284, 553)
ad-heading: 16 ΑΡΙΘ. ΟΔΟΣ ΑΘΗΝΑ-Ι ΟΔΟΣ ΑΡΙΘ. 16 (555, 1022, 782, 1047)
column-rule (542, 98, 543, 2309)
ad-text: Τὸ καθαρκτικώτερον καὶ ἀποτελεσματικώτερον ὕδωρ (1294, 377, 1535, 388)
signature-date: Ἀθῆναι 4 Νοεμβρίου 1901. (426, 771, 537, 782)
ad-heading: HUNYADI JANOS (1348, 393, 1481, 412)
ad-heading: Ο ΙΑΤΡΟΣ (1385, 678, 1444, 691)
ad-text: Σύστημα ἀσφαλὲς καὶ ταχύ. Παραδόσεις κατ᾽ οἶκον καὶ ἐν τῷ γραφείῳ. Πληροφορίαι παρὰ τῷ βιβλιοπωλείῳ Κάσδονη, ὁδὸς Σταδίου ἀρ. 28. (1294, 835, 1535, 868)
article-paragraph: Καὶ ὅμως, ἐὰν τὸ χρῖσμα, ἐφόσον οὐδὲν αὐτὴ ἡ σοφία, ἡ πραγματικὴ διδασκαλία τῶν ξένων γλωσσῶν, αἵτινες κυριαρχοῦσιν ἐν τῇ ἐμπορίᾳ, δὲν ἔχει ἀκόμη τὴν θέσιν ἣν δικαιοῦται ἐν τοῖς σχολείοις ἡμῶν. (306, 156, 537, 199)
